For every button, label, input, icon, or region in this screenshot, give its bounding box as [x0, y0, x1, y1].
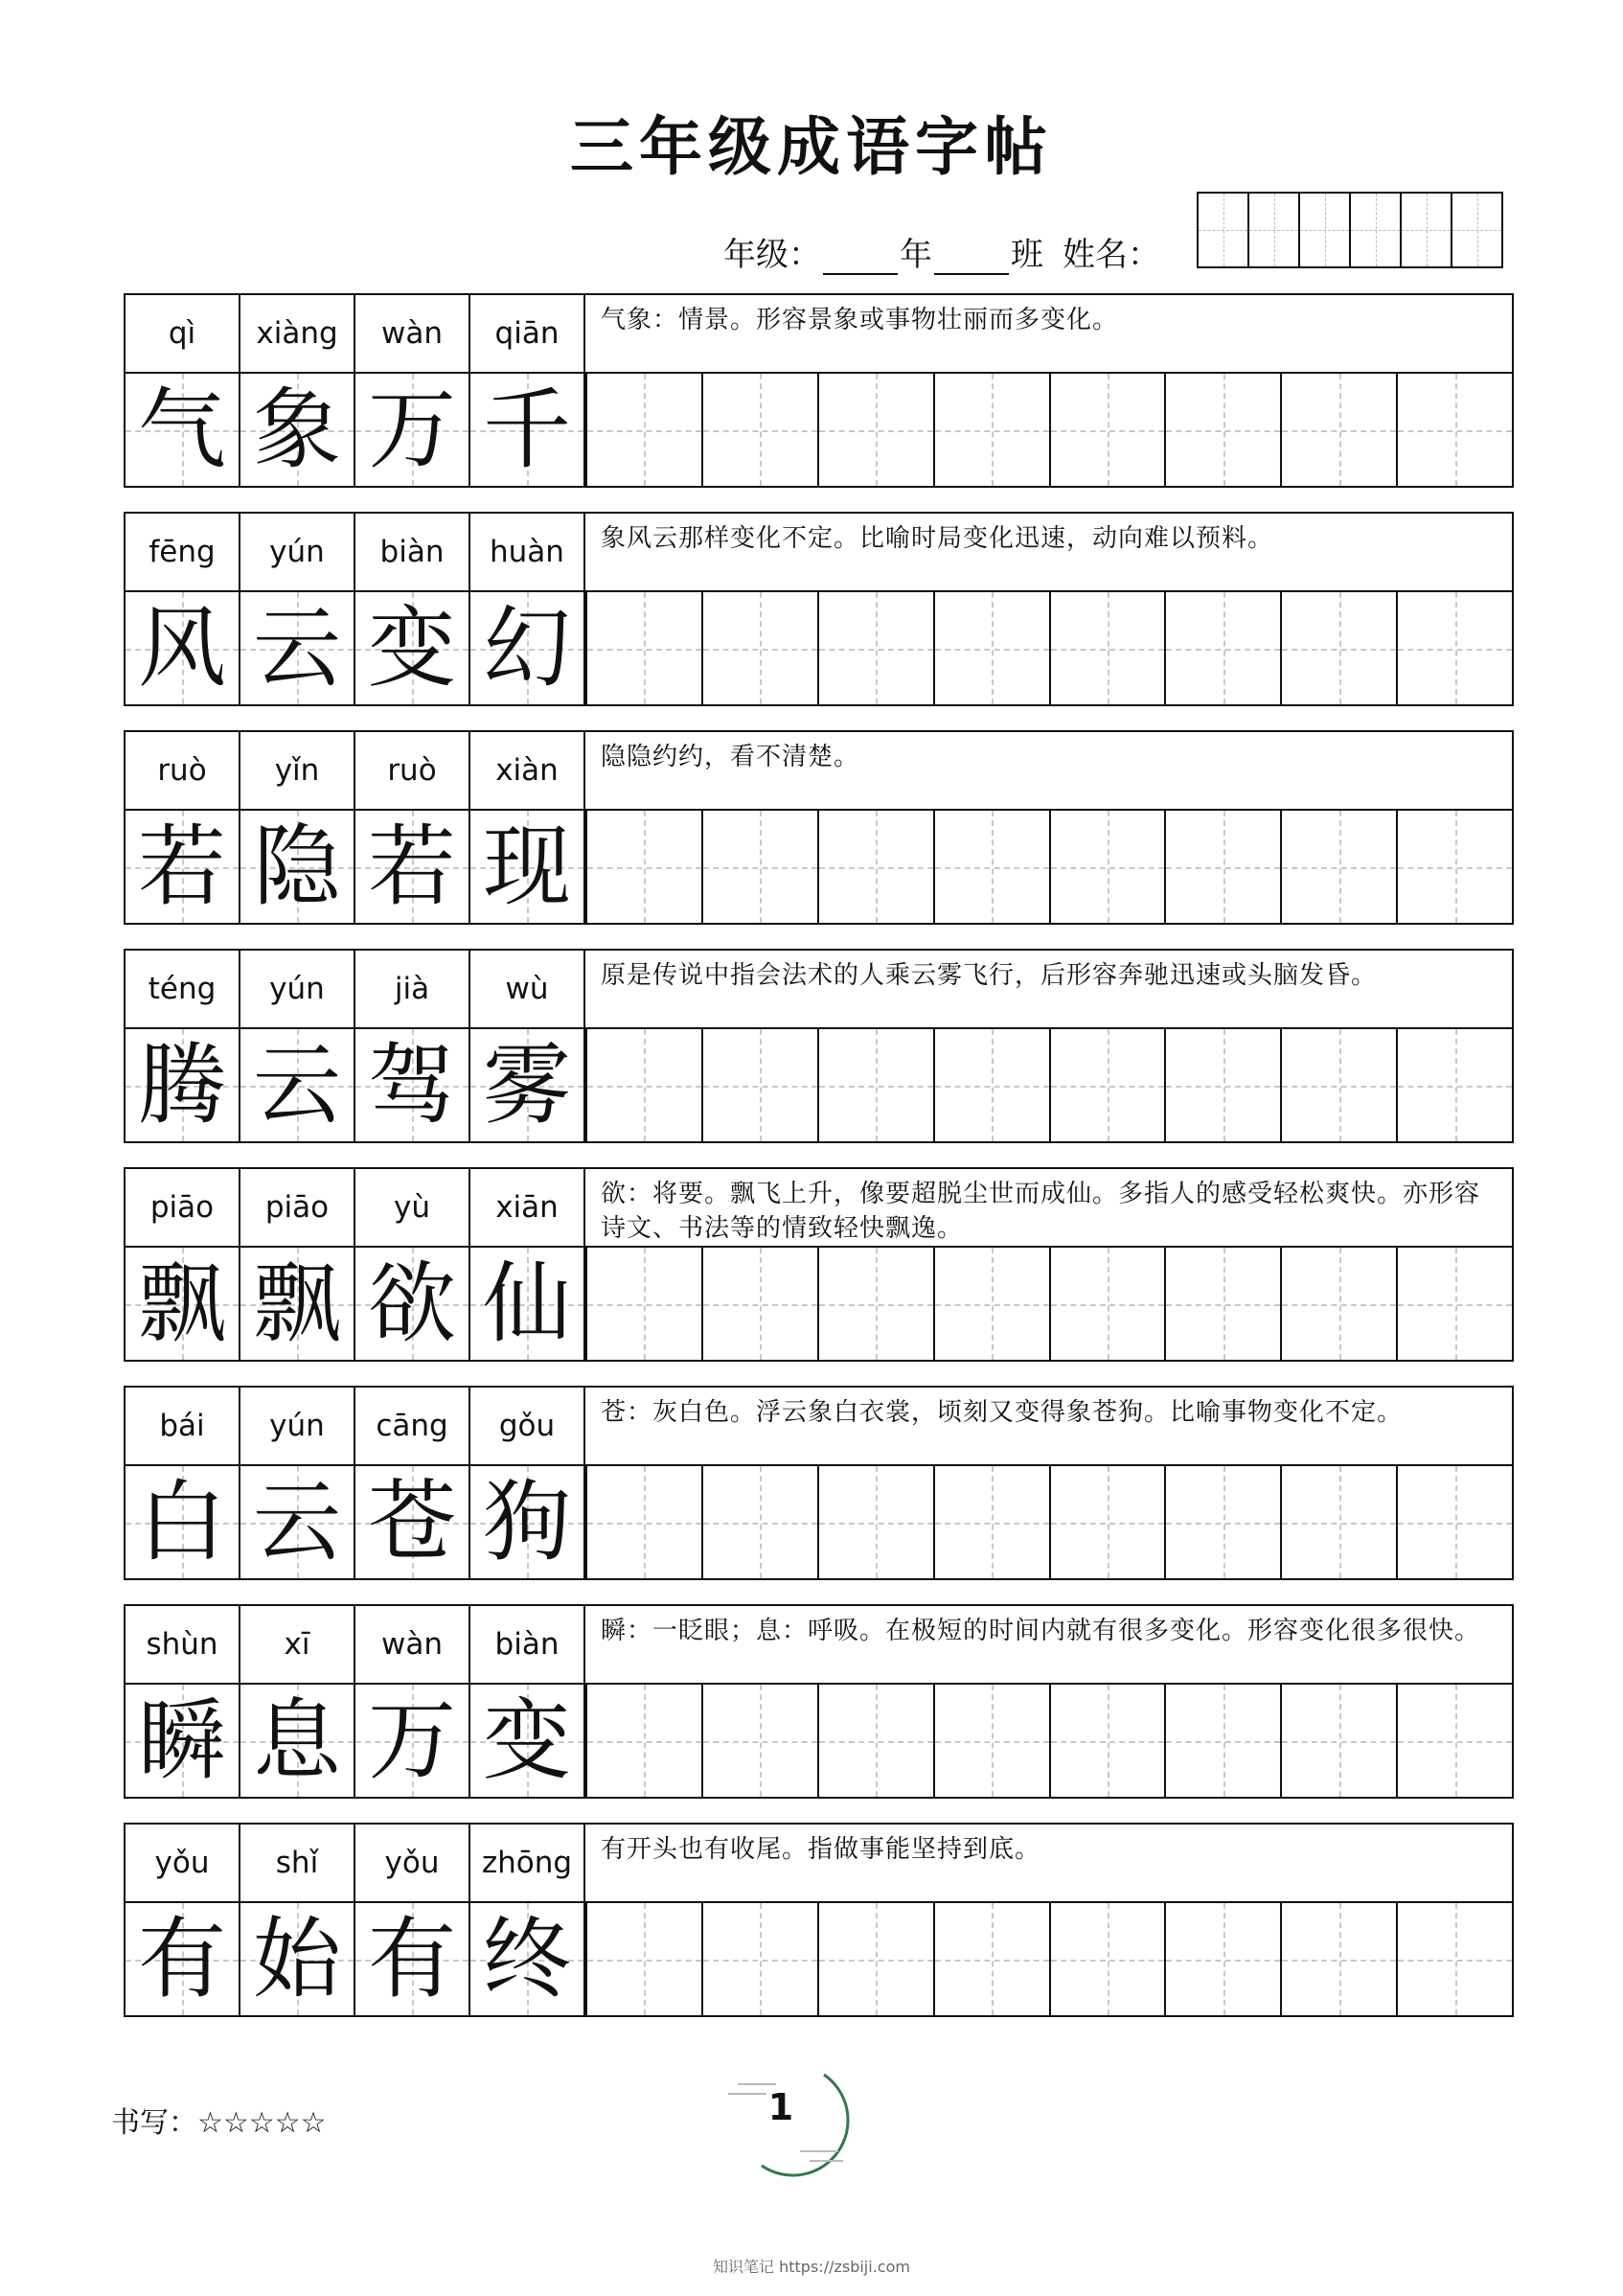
pinyin-cell: xiàng — [240, 295, 355, 372]
model-character: 千 — [482, 378, 571, 481]
practice-cell[interactable] — [585, 592, 701, 704]
practice-cell[interactable] — [701, 1466, 817, 1578]
practice-cell[interactable] — [1049, 1466, 1165, 1578]
idiom-block — [124, 1604, 1514, 1799]
pinyin-cell: qiān — [470, 295, 585, 372]
model-character-cell — [355, 374, 470, 486]
pinyin-row — [126, 732, 585, 809]
idiom-meaning: 原是传说中指会法术的人乘云雾飞行，后形容奔驰迅速或头脑发昏。 — [601, 961, 1378, 990]
practice-cell[interactable] — [1049, 374, 1165, 486]
model-character-cell — [355, 811, 470, 923]
model-character-cell — [470, 1029, 585, 1141]
practice-cell[interactable] — [1396, 1248, 1512, 1360]
name-box[interactable] — [1452, 194, 1501, 266]
practice-cell[interactable] — [1164, 592, 1280, 704]
character-row — [126, 592, 585, 704]
practice-cell[interactable] — [933, 1248, 1049, 1360]
practice-cell[interactable] — [1164, 1685, 1280, 1797]
model-character-cell — [126, 1903, 240, 2015]
practice-cell[interactable] — [933, 1685, 1049, 1797]
pinyin-cell: zhōng — [470, 1825, 585, 1901]
pinyin-cell: bái — [126, 1388, 240, 1464]
pinyin-cell: téng — [126, 951, 240, 1027]
character-row — [126, 1685, 585, 1797]
model-character: 仙 — [482, 1251, 571, 1355]
idiom-block — [124, 1167, 1514, 1362]
practice-cell[interactable] — [1396, 1466, 1512, 1578]
model-character-cell — [126, 1029, 240, 1141]
page-number-badge — [709, 2046, 853, 2190]
name-box[interactable] — [1351, 194, 1402, 266]
pinyin-cell: fēng — [126, 514, 240, 590]
site-footer: 知识笔记 https://zsbiji.com — [713, 2258, 910, 2276]
model-character: 若 — [367, 815, 456, 918]
idiom-meaning: 瞬：一眨眼；息：呼吸。在极短的时间内就有很多变化。形容变化很多很快。 — [601, 1617, 1481, 1645]
pinyin-cell: xī — [240, 1606, 355, 1683]
model-character: 变 — [367, 596, 456, 700]
model-character-cell — [126, 811, 240, 923]
student-info — [723, 228, 1160, 275]
practice-cell[interactable] — [1164, 1248, 1280, 1360]
practice-cell[interactable] — [817, 811, 933, 923]
model-character: 云 — [252, 1033, 341, 1137]
pinyin-cell: yǒu — [355, 1825, 470, 1901]
model-character: 气 — [137, 378, 226, 481]
practice-row — [585, 1029, 1512, 1141]
model-character-cell — [470, 1466, 585, 1578]
model-character: 驾 — [367, 1033, 456, 1137]
pinyin-cell: ruò — [355, 732, 470, 809]
model-character-cell — [126, 592, 240, 704]
practice-cell[interactable] — [1280, 1029, 1396, 1141]
practice-cell[interactable] — [701, 1248, 817, 1360]
practice-cell[interactable] — [933, 1903, 1049, 2015]
pinyin-row — [126, 514, 585, 590]
pinyin-cell: wàn — [355, 295, 470, 372]
model-character: 变 — [482, 1688, 571, 1792]
model-character: 万 — [367, 1688, 456, 1792]
model-character: 瞬 — [137, 1688, 226, 1792]
pinyin-cell: biàn — [470, 1606, 585, 1683]
practice-cell[interactable] — [1164, 1029, 1280, 1141]
model-character: 幻 — [482, 596, 571, 700]
practice-cell[interactable] — [1396, 374, 1512, 486]
model-character: 象 — [252, 378, 341, 481]
practice-cell[interactable] — [933, 1466, 1049, 1578]
practice-cell[interactable] — [817, 592, 933, 704]
practice-cell[interactable] — [1280, 1903, 1396, 2015]
idiom-meaning: 有开头也有收尾。指做事能坚持到底。 — [601, 1835, 1041, 1864]
model-character: 飘 — [252, 1251, 341, 1355]
name-box[interactable] — [1300, 194, 1351, 266]
model-character-cell — [240, 1466, 355, 1578]
pinyin-row — [126, 1169, 585, 1246]
model-character-cell — [240, 374, 355, 486]
practice-cell[interactable] — [701, 374, 817, 486]
model-character-cell — [126, 1466, 240, 1578]
practice-cell[interactable] — [701, 1903, 817, 2015]
model-character-cell — [126, 1248, 240, 1360]
idiom-meaning: 隐隐约约，看不清楚。 — [601, 743, 860, 771]
practice-cell[interactable] — [585, 1903, 701, 2015]
pinyin-row — [126, 1388, 585, 1464]
model-character-cell — [126, 374, 240, 486]
name-boxes[interactable] — [1197, 192, 1503, 268]
practice-cell[interactable] — [1164, 1903, 1280, 2015]
practice-row — [585, 592, 1512, 704]
model-character: 云 — [252, 1470, 341, 1573]
model-character: 飘 — [137, 1251, 226, 1355]
pinyin-cell: jià — [355, 951, 470, 1027]
practice-row — [585, 811, 1512, 923]
pinyin-cell: xiàn — [470, 732, 585, 809]
pinyin-row — [126, 295, 585, 372]
model-character-cell — [470, 1903, 585, 2015]
model-character-cell — [240, 1248, 355, 1360]
practice-cell[interactable] — [817, 1903, 933, 2015]
practice-cell[interactable] — [701, 811, 817, 923]
practice-cell[interactable] — [933, 1029, 1049, 1141]
name-box[interactable] — [1402, 194, 1452, 266]
name-box[interactable] — [1199, 194, 1249, 266]
practice-cell[interactable] — [1164, 374, 1280, 486]
practice-cell[interactable] — [585, 1029, 701, 1141]
practice-cell[interactable] — [933, 592, 1049, 704]
model-character: 有 — [137, 1907, 226, 2010]
pinyin-cell: yún — [240, 951, 355, 1027]
idiom-meaning: 气象：情景。形容景象或事物壮丽而多变化。 — [601, 306, 1119, 334]
class-label: 班 — [1011, 236, 1043, 274]
model-character-cell — [240, 592, 355, 704]
model-character: 雾 — [482, 1033, 571, 1137]
practice-row — [585, 1248, 1512, 1360]
model-character-cell — [470, 374, 585, 486]
practice-cell[interactable] — [933, 374, 1049, 486]
practice-cell[interactable] — [1049, 592, 1165, 704]
model-character-cell — [240, 1029, 355, 1141]
idiom-block — [124, 1386, 1514, 1580]
pinyin-cell: yù — [355, 1169, 470, 1246]
model-character: 现 — [482, 815, 571, 918]
character-row — [126, 1903, 585, 2015]
model-character-cell — [240, 1685, 355, 1797]
practice-cell[interactable] — [585, 374, 701, 486]
class-blank[interactable] — [934, 244, 1009, 275]
practice-cell[interactable] — [1049, 1903, 1165, 2015]
model-character-cell — [355, 592, 470, 704]
pinyin-cell: gǒu — [470, 1388, 585, 1464]
model-character: 苍 — [367, 1470, 456, 1573]
model-character: 腾 — [137, 1033, 226, 1137]
pinyin-row — [126, 1825, 585, 1901]
model-character-cell — [355, 1903, 470, 2015]
practice-cell[interactable] — [1396, 811, 1512, 923]
practice-cell[interactable] — [1280, 1466, 1396, 1578]
pinyin-cell: wù — [470, 951, 585, 1027]
practice-row — [585, 374, 1512, 486]
model-character: 云 — [252, 596, 341, 700]
grade-label: 年级： — [723, 236, 821, 274]
character-row — [126, 1248, 585, 1360]
pinyin-cell: ruò — [126, 732, 240, 809]
model-character: 息 — [252, 1688, 341, 1792]
model-character-cell — [126, 1685, 240, 1797]
practice-cell[interactable] — [1049, 811, 1165, 923]
practice-cell[interactable] — [1396, 1903, 1512, 2015]
pinyin-cell: shùn — [126, 1606, 240, 1683]
practice-row — [585, 1685, 1512, 1797]
practice-cell[interactable] — [1280, 811, 1396, 923]
model-character: 风 — [137, 596, 226, 700]
idiom-block — [124, 730, 1514, 925]
page-number: 1 — [767, 2086, 794, 2128]
idiom-meaning: 欲：将要。飘飞上升，像要超脱尘世而成仙。多指人的感受轻松爽快。亦形容诗文、书法等的情致轻快飘逸。 — [601, 1180, 1481, 1243]
pinyin-cell: yún — [240, 1388, 355, 1464]
character-row — [126, 1029, 585, 1141]
character-row — [126, 1466, 585, 1578]
character-row — [126, 374, 585, 486]
pinyin-cell: biàn — [355, 514, 470, 590]
idiom-meaning: 苍：灰白色。浮云象白衣裳，顷刻又变得象苍狗。比喻事物变化不定。 — [601, 1398, 1404, 1427]
model-character: 隐 — [252, 815, 341, 918]
practice-cell[interactable] — [1280, 374, 1396, 486]
practice-cell[interactable] — [817, 1466, 933, 1578]
pinyin-cell: shǐ — [240, 1825, 355, 1901]
idiom-block — [124, 293, 1514, 488]
pinyin-cell: yǐn — [240, 732, 355, 809]
model-character-cell — [470, 1248, 585, 1360]
model-character: 万 — [367, 378, 456, 481]
practice-cell[interactable] — [1396, 592, 1512, 704]
practice-cell[interactable] — [701, 592, 817, 704]
model-character: 欲 — [367, 1251, 456, 1355]
practice-row — [585, 1466, 1512, 1578]
model-character-cell — [470, 592, 585, 704]
idiom-block — [124, 949, 1514, 1143]
practice-cell[interactable] — [585, 1248, 701, 1360]
practice-cell[interactable] — [1049, 1248, 1165, 1360]
practice-cell[interactable] — [585, 811, 701, 923]
name-box[interactable] — [1249, 194, 1300, 266]
model-character-cell — [355, 1248, 470, 1360]
character-row — [126, 811, 585, 923]
pinyin-cell: huàn — [470, 514, 585, 590]
practice-cell[interactable] — [701, 1029, 817, 1141]
page-title: 三年级成语字帖 — [570, 110, 1053, 184]
practice-cell[interactable] — [1396, 1029, 1512, 1141]
model-character: 白 — [137, 1470, 226, 1573]
pinyin-cell: xiān — [470, 1169, 585, 1246]
model-character-cell — [355, 1029, 470, 1141]
model-character-cell — [355, 1685, 470, 1797]
practice-cell[interactable] — [933, 811, 1049, 923]
name-label: 姓名： — [1063, 236, 1160, 274]
practice-cell[interactable] — [1280, 592, 1396, 704]
pinyin-cell: qì — [126, 295, 240, 372]
model-character: 若 — [137, 815, 226, 918]
practice-cell[interactable] — [817, 1248, 933, 1360]
pinyin-row — [126, 951, 585, 1027]
pinyin-cell: wàn — [355, 1606, 470, 1683]
pinyin-cell: yǒu — [126, 1825, 240, 1901]
pinyin-cell: yún — [240, 514, 355, 590]
practice-cell[interactable] — [1396, 1685, 1512, 1797]
model-character: 有 — [367, 1907, 456, 2010]
practice-cell[interactable] — [1164, 1466, 1280, 1578]
practice-cell[interactable] — [1049, 1029, 1165, 1141]
idiom-block — [124, 512, 1514, 706]
model-character: 终 — [482, 1907, 571, 2010]
practice-cell[interactable] — [1164, 811, 1280, 923]
pinyin-cell: piāo — [240, 1169, 355, 1246]
practice-row — [585, 1903, 1512, 2015]
model-character-cell — [470, 1685, 585, 1797]
idiom-block — [124, 1823, 1514, 2017]
practice-cell[interactable] — [585, 1685, 701, 1797]
practice-cell[interactable] — [1280, 1248, 1396, 1360]
practice-cell[interactable] — [817, 1685, 933, 1797]
practice-cell[interactable] — [817, 1029, 933, 1141]
model-character-cell — [240, 1903, 355, 2015]
idiom-meaning: 象风云那样变化不定。比喻时局变化迅速，动向难以预料。 — [601, 524, 1274, 553]
practice-cell[interactable] — [701, 1685, 817, 1797]
pinyin-row — [126, 1606, 585, 1683]
grade-blank[interactable] — [823, 244, 898, 275]
model-character: 始 — [252, 1907, 341, 2010]
model-character-cell — [355, 1466, 470, 1578]
pinyin-cell: piāo — [126, 1169, 240, 1246]
practice-cell[interactable] — [817, 374, 933, 486]
model-character-cell — [240, 811, 355, 923]
model-character-cell — [470, 811, 585, 923]
practice-cell[interactable] — [1280, 1685, 1396, 1797]
model-character: 狗 — [482, 1470, 571, 1573]
practice-cell[interactable] — [1049, 1685, 1165, 1797]
writing-rating: 书写：☆☆☆☆☆ — [111, 2106, 327, 2140]
year-label: 年 — [900, 236, 932, 274]
practice-cell[interactable] — [585, 1466, 701, 1578]
pinyin-cell: cāng — [355, 1388, 470, 1464]
